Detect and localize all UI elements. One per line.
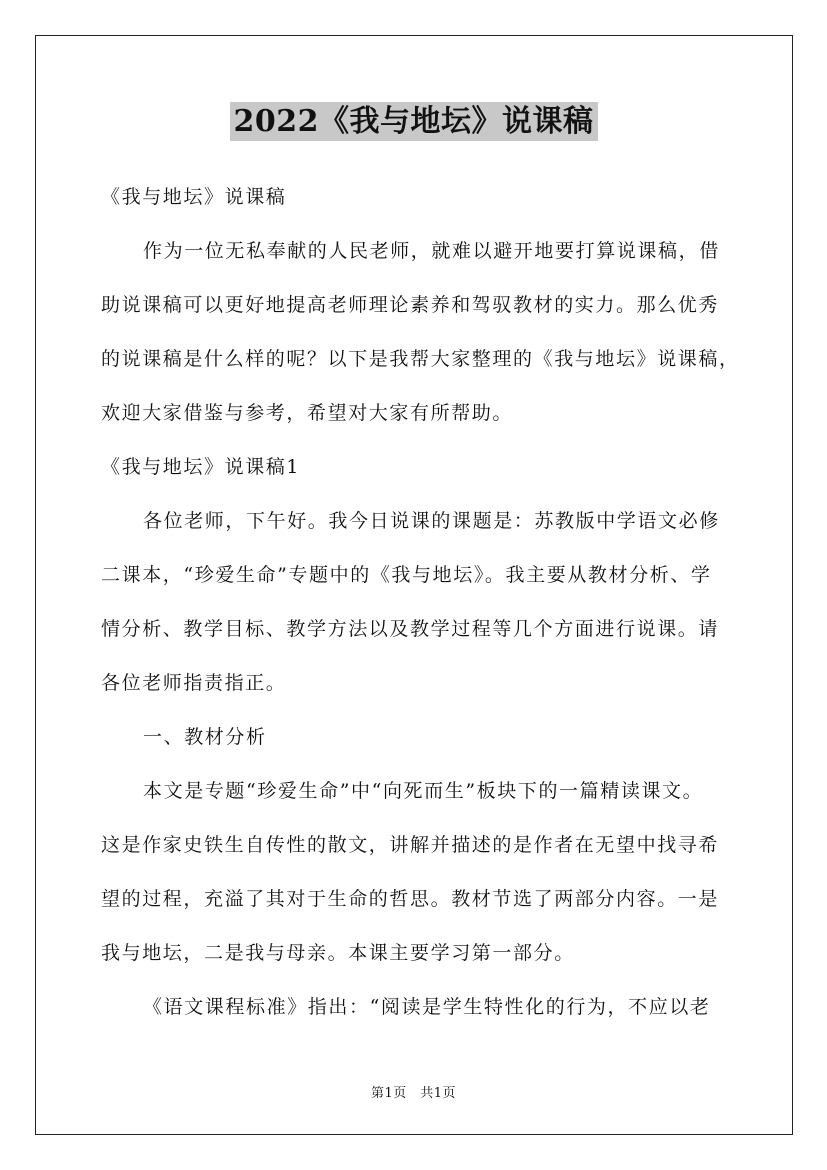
title-container — [0, 100, 827, 144]
paragraph-line: 各位老师指责指正。 — [101, 672, 287, 694]
paragraph-line: 《语文课程标准》指出：“阅读是学生特性化的行为，不应以老 — [143, 996, 711, 1018]
paragraph-line: 《我与地坛》说课稿 — [101, 186, 287, 208]
document-title: 2022《我与地坛》说课稿 — [230, 102, 598, 141]
paragraph-line: 这是作家史铁生自传性的散文，讲解并描述的是作者在无望中找寻希 — [101, 834, 720, 856]
paragraph-line: 的说课稿是什么样的呢？以下是我帮大家整理的《我与地坛》说课稿， — [101, 348, 740, 370]
paragraph-line: 作为一位无私奉献的人民老师，就难以避开地要打算说课稿，借 — [143, 240, 720, 262]
paragraph-line: 情分析、教学目标、教学方法以及教学过程等几个方面进行说课。请 — [101, 618, 720, 640]
paragraph-line: 我与地坛，二是我与母亲。本课主要学习第一部分。 — [101, 942, 575, 964]
paragraph-line: 各位老师，下午好。我今日说课的课题是：苏教版中学语文必修 — [143, 510, 720, 532]
paragraph-line: 助说课稿可以更好地提高老师理论素养和驾驭教材的实力。那么优秀 — [101, 294, 720, 316]
paragraph-line: 二课本，“珍爱生命”专题中的《我与地坛》。我主要从教材分析、学 — [101, 564, 712, 586]
paragraph-line: 望的过程，充溢了其对于生命的哲思。教材节选了两部分内容。一是 — [101, 888, 720, 910]
paragraph-line: 《我与地坛》说课稿1 — [101, 456, 301, 478]
paragraph-line: 一、教材分析 — [143, 726, 267, 748]
paragraph-line: 欢迎大家借鉴与参考，希望对大家有所帮助。 — [101, 402, 514, 424]
paragraph-line: 本文是专题“珍爱生命”中“向死而生”板块下的一篇精读课文。 — [143, 780, 704, 802]
page-footer: 第1页 共1页 — [370, 1086, 457, 1101]
document-body — [101, 170, 740, 1034]
